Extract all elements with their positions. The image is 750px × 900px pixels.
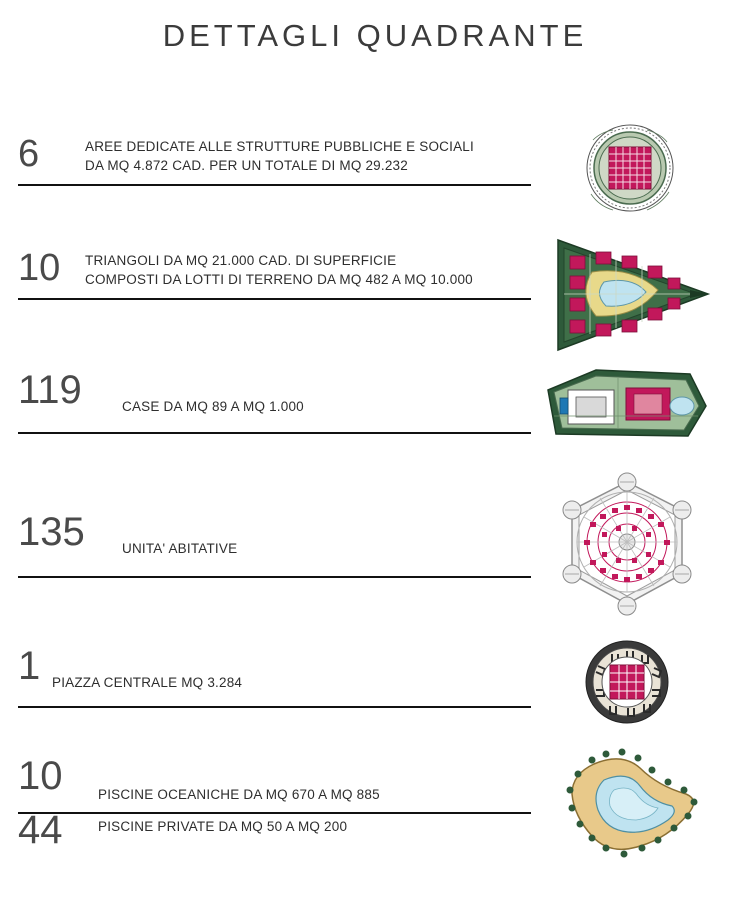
- central-plaza-plan-icon: [572, 638, 682, 738]
- row-description-line: CASE DA MQ 89 A MQ 1.000: [122, 399, 304, 414]
- row-description-line: PISCINE OCEANICHE DA MQ 670 A MQ 885: [98, 787, 380, 802]
- row-quantity: 6: [18, 133, 40, 175]
- row-description-line: DA MQ 4.872 CAD. PER UN TOTALE DI MQ 29.232: [85, 158, 408, 173]
- radial-housing-plan-icon: [532, 470, 722, 630]
- row-quantity: 119: [18, 368, 82, 412]
- row-description-line: PIAZZA CENTRALE MQ 3.284: [52, 675, 243, 690]
- row-quantity: 135: [18, 510, 85, 554]
- row-divider: [18, 298, 531, 300]
- ocean-pool-plan-icon: [548, 746, 708, 876]
- row-description-line: COMPOSTI DA LOTTI DI TERRENO DA MQ 482 A MQ 10.000: [85, 272, 473, 287]
- row-quantity: 10: [18, 754, 63, 798]
- row-description-line: UNITA' ABITATIVE: [122, 541, 238, 556]
- row-description-line: TRIANGOLI DA MQ 21.000 CAD. DI SUPERFICIE: [85, 253, 397, 268]
- row-divider: [18, 812, 531, 814]
- row-divider: [18, 706, 531, 708]
- row-quantity: 10: [18, 247, 61, 289]
- row-quantity: 44: [18, 808, 63, 852]
- triangle-lot-plan-icon: [540, 232, 715, 362]
- row-description-line: PISCINE PRIVATE DA MQ 50 A MQ 200: [98, 819, 348, 834]
- row-divider: [18, 576, 531, 578]
- page-title: DETTAGLI QUADRANTE: [162, 18, 588, 53]
- row-divider: [18, 184, 531, 186]
- row-quantity: 1: [18, 644, 41, 688]
- row-divider: [18, 432, 531, 434]
- row-description-line: AREE DEDICATE ALLE STRUTTURE PUBBLICHE E SOCIALI: [85, 139, 474, 154]
- house-lot-plan-icon: [538, 364, 718, 454]
- round-public-block-plan-icon: [575, 120, 685, 220]
